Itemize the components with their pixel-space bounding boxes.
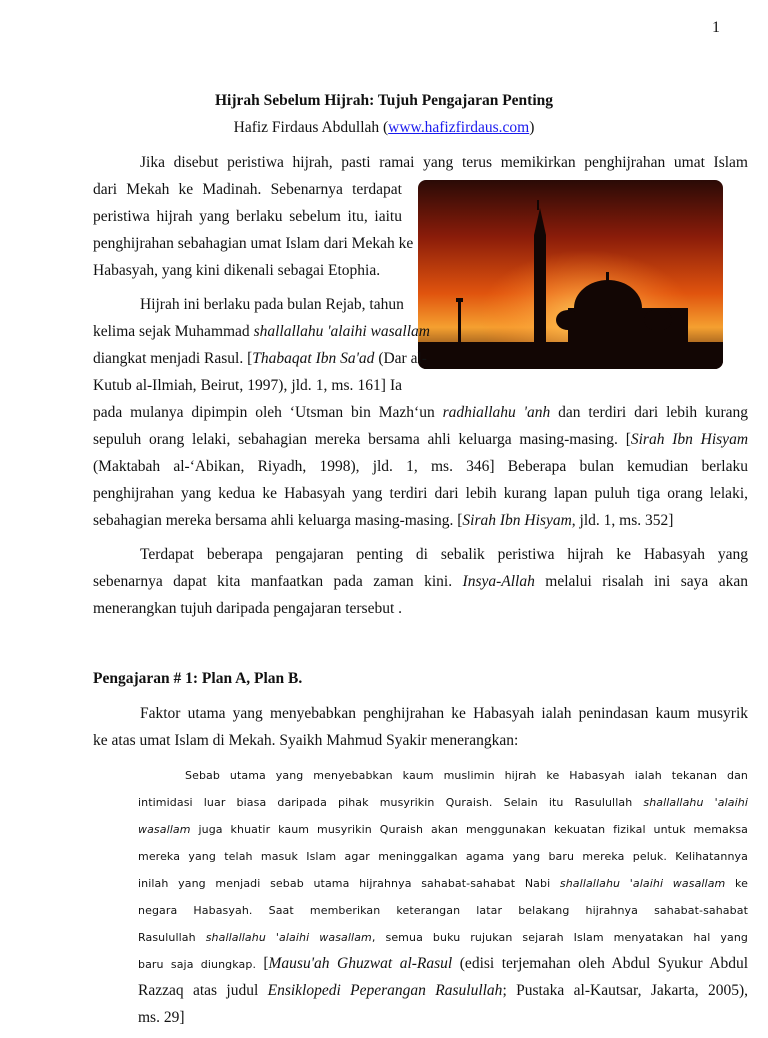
text-line bbox=[138, 950, 748, 977]
page-number: 1 bbox=[712, 19, 720, 36]
text-line bbox=[93, 318, 430, 345]
text-run: baru saja diungkap. bbox=[138, 958, 264, 971]
text-line bbox=[93, 149, 748, 176]
italic-text: shallallahu 'alaihi wasallam bbox=[559, 877, 726, 890]
italic-text: shallallahu 'alaihi wasallam bbox=[253, 323, 430, 340]
text-line bbox=[93, 291, 402, 318]
text-run: dan terdiri dari lebih kurang bbox=[550, 404, 748, 421]
text-run: melalui risalah ini saya akan bbox=[534, 573, 749, 590]
italic-text: Sirah Ibn Hisyam bbox=[462, 512, 572, 529]
text-line bbox=[138, 842, 748, 869]
text-line bbox=[138, 869, 748, 896]
text-line bbox=[138, 977, 748, 1004]
text-run: (Maktabah al-‘Abikan, Riyadh, 1998), jld. 1, ms. 346] Beberapa bulan kemudian berlaku bbox=[93, 458, 748, 475]
text-run: Faktor utama yang menyebabkan penghijrahan ke Habasyah ialah penindasan kaum musyrik bbox=[140, 705, 748, 722]
document-body bbox=[93, 149, 748, 1038]
text-run: Hijrah ini berlaku pada bulan Rejab, tahun bbox=[140, 296, 404, 313]
text-run: ke atas umat Islam di Mekah. Syaikh Mahmud Syakir menerangkan: bbox=[93, 732, 519, 749]
text-run: Rasulullah bbox=[138, 931, 206, 944]
text-run: kelima sejak Muhammad bbox=[93, 323, 254, 340]
text-run: sebahagian mereka bersama ahli keluarga masing-masing. [ bbox=[93, 512, 463, 529]
italic-text: Thabaqat Ibn Sa'ad bbox=[252, 350, 375, 367]
text-run: ms. 29] bbox=[138, 1009, 185, 1026]
text-run: Kutub al-Ilmiah, Beirut, 1997), jld. 1, ms. 161] Ia bbox=[93, 377, 402, 394]
text-line bbox=[138, 761, 748, 788]
text-run: Pengajaran # 1: Plan A, Plan B. bbox=[93, 670, 303, 687]
italic-text: shallallahu 'alaihi bbox=[643, 796, 748, 809]
italic-text: Mausu'ah Ghuzwat al-Rasul bbox=[268, 955, 453, 972]
text-line bbox=[93, 399, 748, 426]
text-run: penghijrahan sebahagian umat Islam dari Mekah ke bbox=[93, 235, 414, 252]
paragraph bbox=[93, 149, 748, 284]
text-run: ; Pustaka al-Kautsar, Jakarta, 2005), bbox=[502, 982, 748, 999]
text-line bbox=[93, 568, 748, 595]
text-line bbox=[93, 480, 748, 507]
italic-text: Insya-Allah bbox=[462, 573, 535, 590]
text-line bbox=[93, 257, 402, 284]
text-run: sepuluh orang lelaki, sebahagian mereka bersama ahli keluarga masing-masing. [ bbox=[93, 431, 631, 448]
italic-text: shallallahu 'alaihi wasallam bbox=[205, 931, 372, 944]
text-run: Sebab utama yang menyebabkan kaum muslimin hijrah ke Habasyah ialah tekanan dan bbox=[185, 769, 748, 782]
italic-text: Sirah Ibn Hisyam bbox=[630, 431, 749, 448]
text-line bbox=[138, 923, 748, 950]
text-line bbox=[93, 426, 748, 453]
text-line bbox=[93, 372, 402, 399]
text-line bbox=[93, 507, 748, 534]
text-line bbox=[93, 727, 748, 754]
text-line bbox=[93, 700, 748, 727]
text-run: (Dar al- bbox=[374, 350, 427, 367]
text-run: ke bbox=[725, 877, 748, 890]
text-line bbox=[93, 203, 402, 230]
author-close: ) bbox=[529, 119, 535, 136]
text-run: [ bbox=[263, 955, 269, 972]
block-quote bbox=[138, 761, 748, 1031]
text-line bbox=[93, 541, 748, 568]
text-line bbox=[138, 896, 748, 923]
text-run: menerangkan tujuh daripada pengajaran tersebut . bbox=[93, 600, 403, 617]
text-run: penghijrahan yang kedua ke Habasyah yang terdiri dari lebih kurang lapan puluh tiga orang lelaki, bbox=[93, 485, 748, 502]
author-website-link[interactable]: www.hafizfirdaus.com bbox=[388, 119, 530, 136]
document-title: Hijrah Sebelum Hijrah: Tujuh Pengajaran Penting bbox=[214, 92, 554, 109]
text-run: , semua buku rujukan sejarah Islam menyatakan hal yang bbox=[371, 931, 749, 944]
author-line bbox=[0, 119, 768, 137]
text-run: peristiwa hijrah yang berlaku sebelum itu, iaitu bbox=[93, 208, 402, 225]
text-run: diangkat menjadi Rasul. [ bbox=[93, 350, 253, 367]
text-run: mereka yang telah masuk Islam agar meninggalkan agama yang baru mereka peluk. Kelihatannya bbox=[138, 850, 748, 863]
text-line bbox=[93, 453, 748, 480]
author-name: Hafiz Firdaus Abdullah ( bbox=[233, 119, 389, 136]
text-run: dari Mekah ke Madinah. Sebenarnya terdapat bbox=[93, 181, 402, 198]
text-run: pada mulanya dipimpin oleh ‘Utsman bin Mazh‘un bbox=[93, 404, 443, 421]
text-run: intimidasi luar biasa daripada pihak musyrikin Quraish. Selain itu Rasulullah bbox=[138, 796, 644, 809]
text-run: , jld. 1, ms. 352] bbox=[571, 512, 674, 529]
paragraph bbox=[93, 541, 748, 622]
text-run: (edisi terjemahan oleh Abdul Syukur Abdul bbox=[452, 955, 748, 972]
text-run: negara Habasyah. Saat memberikan keterangan latar belakang hijrahnya sahabat-sahabat bbox=[138, 904, 748, 917]
text-line bbox=[93, 230, 414, 257]
italic-text: Ensiklopedi Peperangan Rasulullah bbox=[267, 982, 503, 999]
text-run: inilah yang menjadi sebab utama hijrahnya sahabat-sahabat Nabi bbox=[138, 877, 560, 890]
italic-text: wasallam bbox=[138, 823, 191, 836]
text-run: Razzaq atas judul bbox=[138, 982, 268, 999]
italic-text: radhiallahu 'anh bbox=[442, 404, 551, 421]
text-line bbox=[93, 176, 402, 203]
paragraph bbox=[93, 291, 748, 534]
text-run: Habasyah, yang kini dikenali sebagai Etophia. bbox=[93, 262, 381, 279]
text-run: juga khuatir kaum musyrikin Quraish akan menggunakan kekuatan fizikal untuk memaksa bbox=[190, 823, 748, 836]
paragraph bbox=[93, 700, 748, 754]
text-line bbox=[93, 665, 748, 692]
text-line bbox=[138, 788, 748, 815]
text-run: sebenarnya dapat kita manfaatkan pada zaman kini. bbox=[93, 573, 463, 590]
text-run: Terdapat beberapa pengajaran penting di sebalik peristiwa hijrah ke Habasyah yang bbox=[140, 546, 748, 563]
text-run: Jika disebut peristiwa hijrah, pasti ramai yang terus memikirkan penghijrahan umat Islam bbox=[140, 154, 748, 171]
section-heading bbox=[93, 665, 748, 692]
text-line bbox=[138, 1004, 748, 1031]
text-line bbox=[93, 345, 427, 372]
text-line bbox=[138, 815, 748, 842]
text-line bbox=[93, 595, 748, 622]
